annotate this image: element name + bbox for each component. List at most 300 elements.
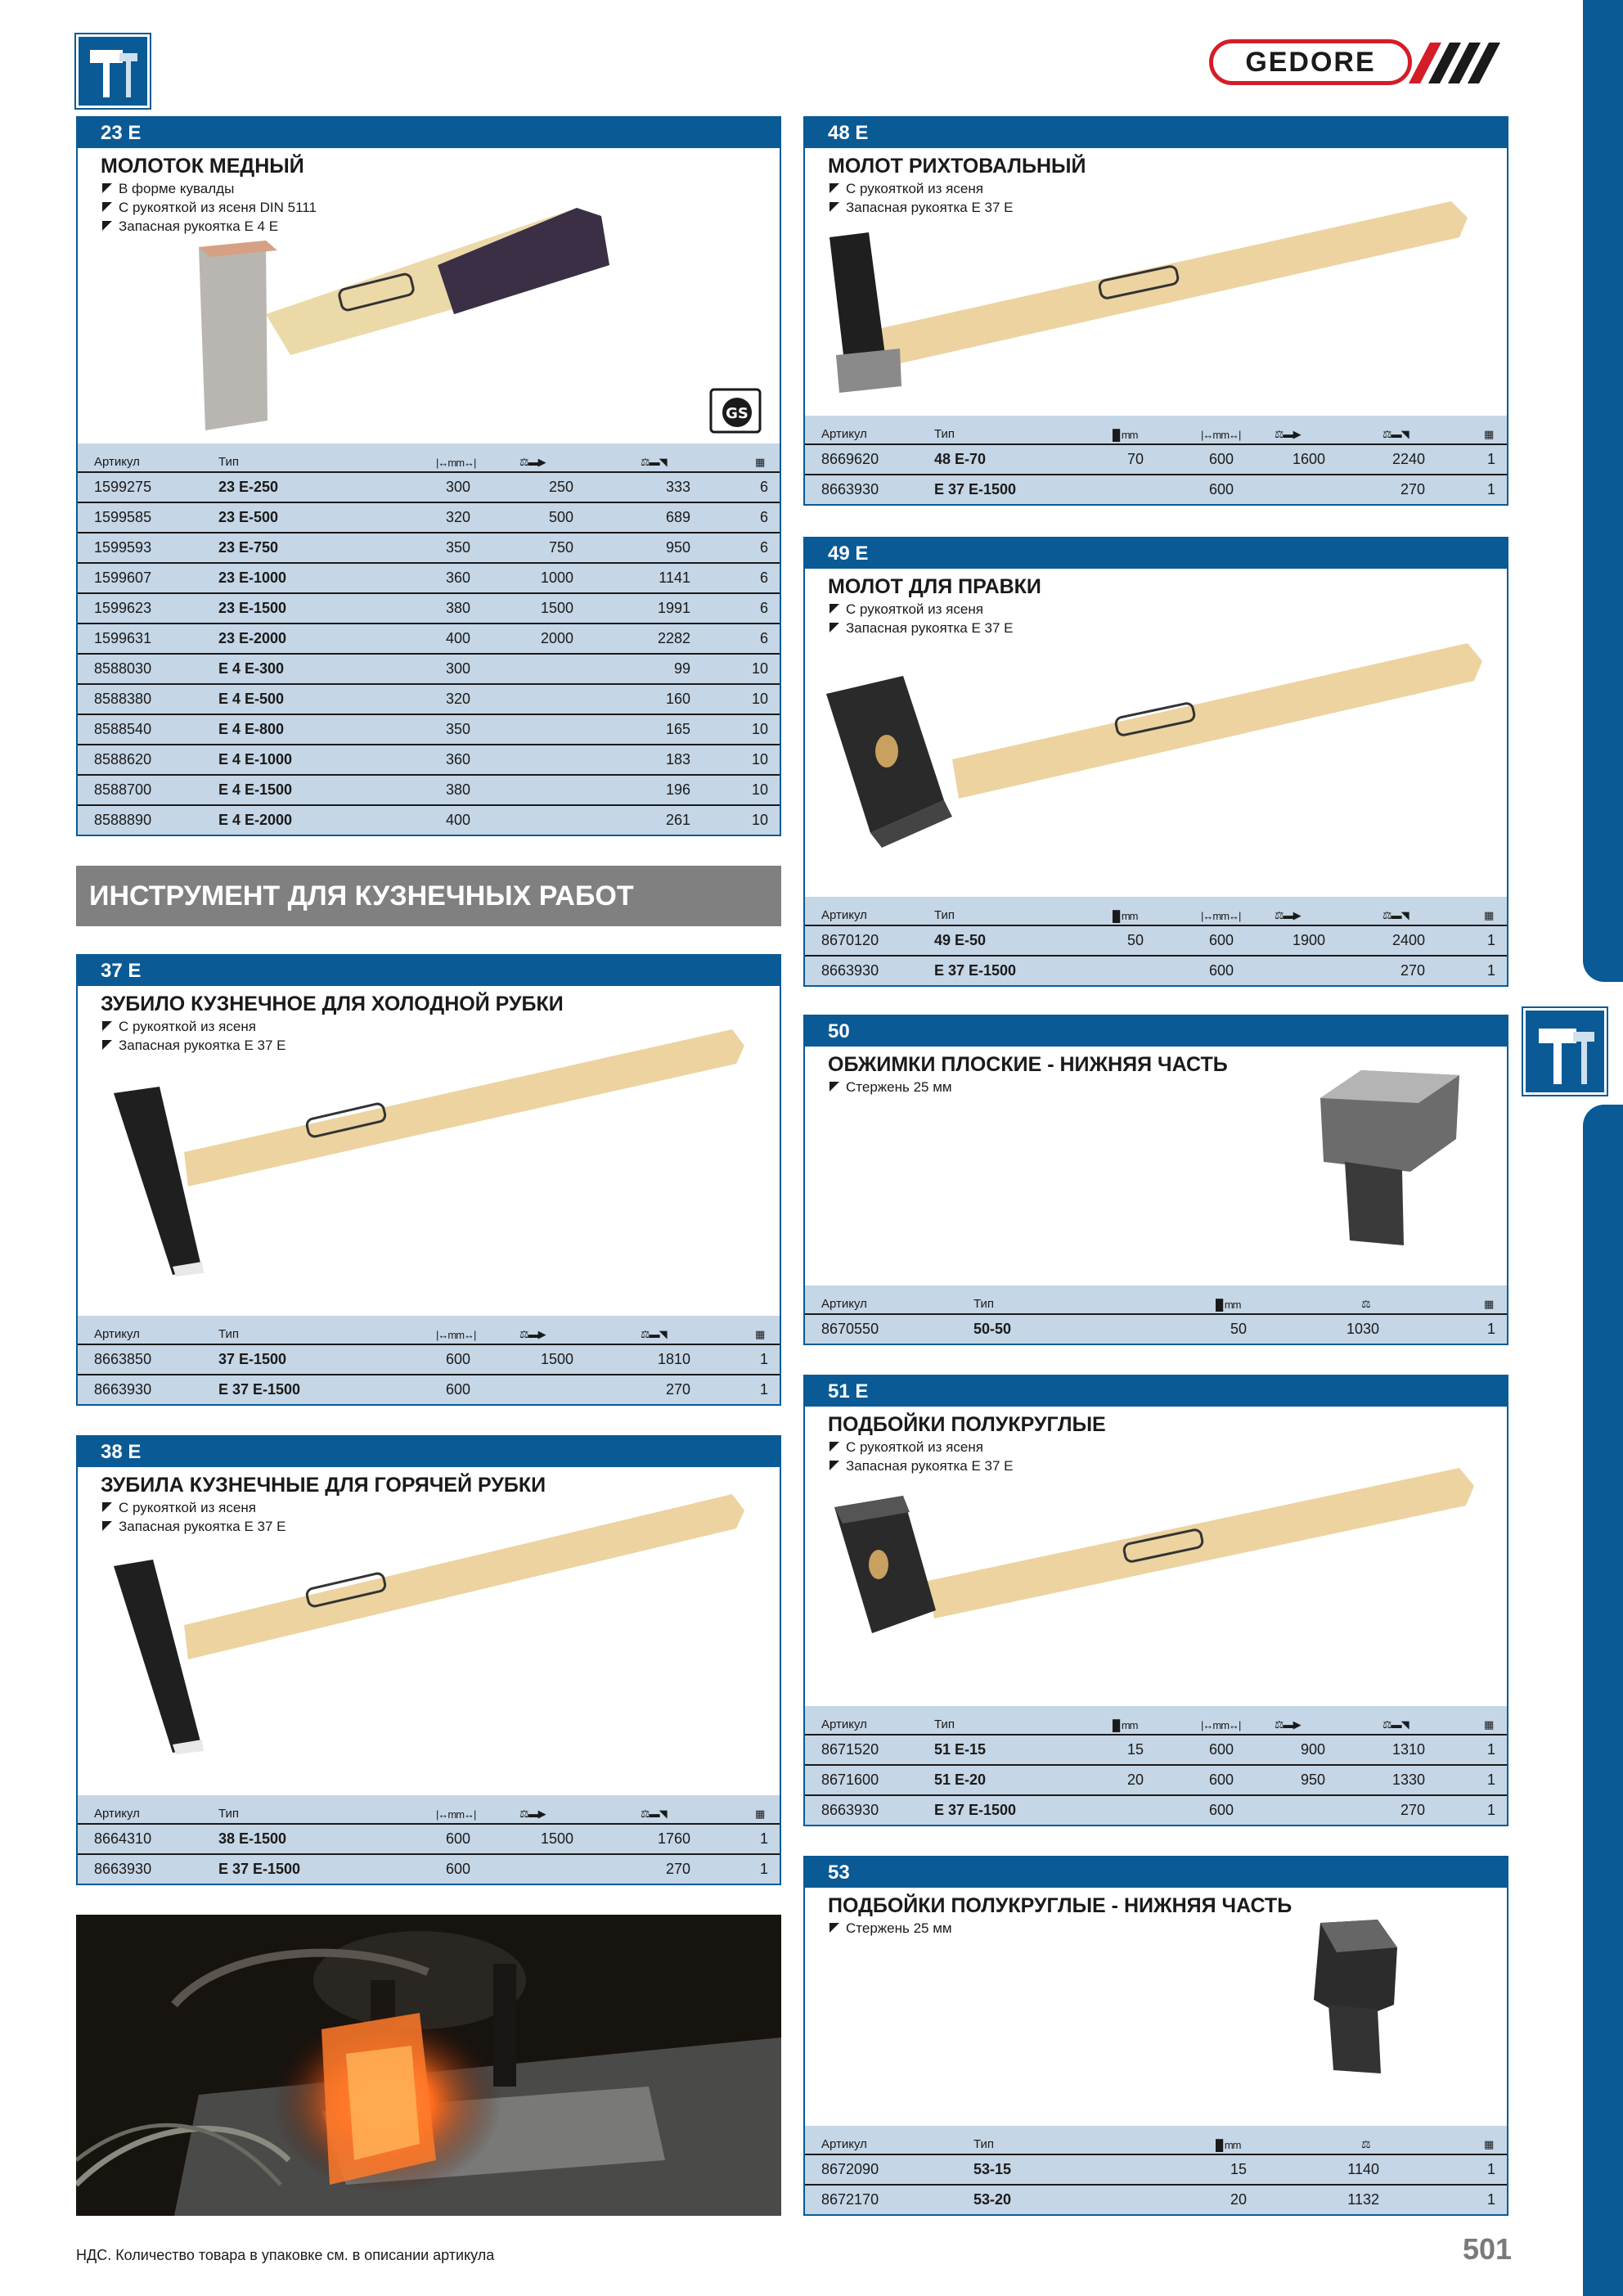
article-cell: 8663930 [94, 1861, 152, 1877]
col-type: Тип [218, 455, 240, 469]
value-cell: 1 [759, 1381, 768, 1398]
value-cell: 15 [1230, 2161, 1247, 2177]
face-size-icon: █ mm [1113, 1719, 1138, 1731]
value-cell: 20 [1126, 1772, 1144, 1788]
table-header [78, 443, 780, 473]
value-cell: 600 [445, 1861, 470, 1877]
setting-hammer-image [821, 628, 1484, 874]
type-cell: 23 E-1500 [218, 600, 287, 616]
feature-item: С рукояткой из ясеня [101, 1498, 286, 1517]
article-cell: 8663930 [821, 962, 879, 979]
value-cell: 6 [759, 569, 768, 586]
article-cell: 8670120 [821, 932, 879, 948]
panel-51e [803, 1375, 1508, 1826]
value-cell: 6 [759, 479, 768, 495]
total-weight-icon: ⚖▬◥ [1382, 428, 1409, 440]
value-cell: 900 [1300, 1741, 1325, 1758]
pack-qty-icon: ▦ [1484, 1718, 1494, 1731]
article-cell: 1599607 [94, 569, 152, 586]
table-row [805, 445, 1507, 475]
col-type: Тип [934, 427, 955, 441]
value-cell: 600 [445, 1351, 470, 1367]
table-body [78, 1825, 780, 1884]
face-size-icon: █ mm [1113, 429, 1138, 441]
table-row [805, 1736, 1507, 1766]
value-cell: 600 [1208, 451, 1234, 467]
product-title: ОБЖИМКИ ПЛОСКИЕ - НИЖНЯЯ ЧАСТЬ [828, 1053, 1228, 1076]
spec-table [78, 443, 780, 835]
value-cell: 2000 [540, 630, 573, 646]
col-article: Артикул [821, 2137, 867, 2151]
length-icon: |↔mm↔| [1201, 910, 1241, 922]
value-cell: 261 [665, 812, 690, 828]
value-cell: 6 [759, 539, 768, 556]
panel-49e [803, 537, 1508, 987]
product-title: МОЛОТ РИХТОВАЛЬНЫЙ [828, 155, 1086, 178]
table-header [805, 416, 1507, 445]
article-cell: 8588030 [94, 660, 152, 677]
value-cell: 10 [751, 691, 768, 707]
table-row [805, 926, 1507, 957]
value-cell: 270 [1400, 481, 1425, 497]
value-cell: 1500 [540, 1830, 573, 1847]
col-type: Тип [934, 908, 955, 922]
pack-qty-icon: ▦ [1484, 909, 1494, 921]
product-title: ЗУБИЛА КУЗНЕЧНЫЕ ДЛЯ ГОРЯЧЕЙ РУБКИ [101, 1474, 546, 1497]
col-article: Артикул [821, 908, 867, 922]
table-row [805, 2155, 1507, 2186]
type-cell: 23 E-750 [218, 539, 279, 556]
straightening-hammer-image [821, 191, 1476, 412]
panel-code: 51 E [805, 1376, 1507, 1407]
col-article: Артикул [821, 1297, 867, 1311]
feature-item: Запасная рукоятка E 37 E [828, 1456, 1014, 1475]
type-cell: E 4 E-1500 [218, 781, 293, 798]
page-number: 501 [1463, 2232, 1513, 2266]
spec-table [78, 1795, 780, 1884]
table-row [78, 473, 780, 503]
article-cell: 8670550 [821, 1321, 879, 1337]
type-cell: 50-50 [973, 1321, 1012, 1337]
article-cell: 8663930 [821, 1802, 879, 1818]
value-cell: 270 [665, 1381, 690, 1398]
value-cell: 750 [548, 539, 573, 556]
col-type: Тип [934, 1717, 955, 1731]
value-cell: 1600 [1292, 451, 1325, 467]
col-article: Артикул [821, 427, 867, 441]
type-cell: E 37 E-1500 [934, 962, 1017, 979]
cold-chisel-image [110, 1013, 765, 1283]
length-icon: |↔mm↔| [436, 457, 476, 469]
value-cell: 20 [1230, 2191, 1247, 2208]
type-cell: 48 E-70 [934, 451, 987, 467]
value-cell: 1000 [540, 569, 573, 586]
pack-qty-icon: ▦ [755, 456, 765, 468]
value-cell: 1132 [1347, 2191, 1379, 2208]
table-row [78, 1825, 780, 1855]
table-body [78, 473, 780, 835]
value-cell: 165 [665, 721, 690, 737]
copper-hammer-image [192, 191, 683, 461]
head-weight-icon: ⚖▬▶ [1275, 909, 1301, 921]
col-article: Артикул [94, 455, 140, 469]
value-cell: 50 [1230, 1321, 1247, 1337]
feature-list [828, 1078, 952, 1096]
panel-53 [803, 1856, 1508, 2216]
table-row [78, 715, 780, 745]
value-cell: 2400 [1391, 932, 1425, 948]
total-weight-icon: ⚖▬◥ [641, 1808, 667, 1820]
feature-item: Запасная рукоятка E 37 E [828, 619, 1014, 637]
head-weight-icon: ⚖▬▶ [519, 456, 546, 468]
spec-table [805, 1285, 1507, 1344]
table-body [805, 1736, 1507, 1825]
type-cell: 53-15 [973, 2161, 1012, 2177]
spec-table [805, 2126, 1507, 2214]
feature-item: С рукояткой из ясеня DIN 5111 [101, 198, 317, 217]
value-cell: 950 [665, 539, 690, 556]
section-banner: ИНСТРУМЕНТ ДЛЯ КУЗНЕЧНЫХ РАБОТ [76, 866, 781, 926]
table-header [78, 1795, 780, 1825]
panel-code: 38 E [78, 1437, 780, 1467]
spec-table [78, 1316, 780, 1404]
value-cell: 320 [445, 509, 470, 525]
value-cell: 6 [759, 600, 768, 616]
type-cell: 51 E-15 [934, 1741, 987, 1758]
value-cell: 1 [759, 1861, 768, 1877]
value-cell: 950 [1300, 1772, 1325, 1788]
feature-item: Запасная рукоятка E 37 E [101, 1036, 286, 1055]
hot-chisel-image [110, 1478, 765, 1764]
article-cell: 1599593 [94, 539, 152, 556]
value-cell: 15 [1126, 1741, 1144, 1758]
feature-list [828, 1919, 952, 1938]
product-title: МОЛОТ ДЛЯ ПРАВКИ [828, 575, 1041, 598]
value-cell: 600 [445, 1830, 470, 1847]
svg-text:GS: GS [726, 405, 749, 422]
pack-qty-icon: ▦ [755, 1328, 765, 1340]
col-type: Тип [218, 1807, 240, 1821]
col-type: Тип [218, 1327, 240, 1341]
value-cell: 6 [759, 630, 768, 646]
product-title: МОЛОТОК МЕДНЫЙ [101, 155, 304, 178]
feature-item: С рукояткой из ясеня [828, 600, 1014, 619]
table-header [805, 1285, 1507, 1315]
type-cell: E 4 E-2000 [218, 812, 293, 828]
value-cell: 600 [445, 1381, 470, 1398]
table-body [805, 445, 1507, 504]
table-row [805, 1766, 1507, 1796]
value-cell: 500 [548, 509, 573, 525]
value-cell: 1 [1486, 1772, 1495, 1788]
value-cell: 1141 [659, 569, 690, 586]
table-row [78, 655, 780, 685]
type-cell: 23 E-2000 [218, 630, 287, 646]
footer-note: НДС. Количество товара в упаковке см. в описании артикула [76, 2247, 495, 2263]
value-cell: 1310 [1391, 1741, 1425, 1758]
spec-table [805, 416, 1507, 504]
value-cell: 360 [445, 751, 470, 768]
value-cell: 360 [445, 569, 470, 586]
value-cell: 600 [1208, 1741, 1234, 1758]
article-cell: 8588620 [94, 751, 152, 768]
value-cell: 380 [445, 781, 470, 798]
type-cell: 37 E-1500 [218, 1351, 287, 1367]
type-cell: 23 E-500 [218, 509, 279, 525]
value-cell: 600 [1208, 1802, 1234, 1818]
value-cell: 250 [548, 479, 573, 495]
article-cell: 1599275 [94, 479, 152, 495]
col-article: Артикул [94, 1807, 140, 1821]
value-cell: 600 [1208, 481, 1234, 497]
value-cell: 70 [1126, 451, 1144, 467]
table-row [78, 776, 780, 806]
type-cell: E 37 E-1500 [218, 1381, 301, 1398]
length-icon: |↔mm↔| [436, 1808, 476, 1821]
feature-item: Стержень 25 мм [828, 1919, 952, 1938]
article-cell: 8588380 [94, 691, 152, 707]
article-cell: 8669620 [821, 451, 879, 467]
value-cell: 380 [445, 600, 470, 616]
value-cell: 270 [1400, 962, 1425, 979]
panel-37e [76, 954, 781, 1406]
total-weight-icon: ⚖▬◥ [641, 1328, 667, 1340]
pack-qty-icon: ▦ [755, 1808, 765, 1820]
type-cell: E 4 E-300 [218, 660, 285, 677]
feature-item: С рукояткой из ясеня [828, 1438, 1014, 1456]
logo-stripes-icon [1409, 41, 1504, 85]
type-cell: E 37 E-1500 [218, 1861, 301, 1877]
panel-code: 49 E [805, 538, 1507, 569]
table-row [78, 594, 780, 624]
table-row [805, 2186, 1507, 2214]
article-cell: 1599631 [94, 630, 152, 646]
table-body [805, 1315, 1507, 1344]
table-body [805, 926, 1507, 985]
panel-48e [803, 116, 1508, 506]
value-cell: 400 [445, 812, 470, 828]
type-cell: 53-20 [973, 2191, 1012, 2208]
value-cell: 1330 [1391, 1772, 1425, 1788]
table-row [78, 1345, 780, 1375]
value-cell: 2282 [657, 630, 690, 646]
feature-item: Запасная рукоятка E 37 E [828, 198, 1014, 217]
feature-item: Запасная рукоятка E 4 E [101, 217, 317, 236]
right-edge-bar-top [1583, 0, 1623, 982]
face-size-icon: █ mm [1113, 910, 1138, 922]
value-cell: 1991 [657, 600, 690, 616]
total-weight-icon: ⚖▬◥ [1382, 909, 1409, 921]
article-cell: 8588890 [94, 812, 152, 828]
pack-qty-icon: ▦ [1484, 428, 1494, 440]
table-row [805, 475, 1507, 504]
value-cell: 350 [445, 721, 470, 737]
certification-mark-icon [709, 388, 762, 434]
value-cell: 600 [1208, 932, 1234, 948]
value-cell: 320 [445, 691, 470, 707]
round-fuller-image [829, 1458, 1476, 1671]
value-cell: 1 [1486, 2191, 1495, 2208]
value-cell: 1 [1486, 962, 1495, 979]
value-cell: 1760 [657, 1830, 690, 1847]
length-icon: |↔mm↔| [1201, 429, 1241, 441]
value-cell: 1 [1486, 2161, 1495, 2177]
value-cell: 1 [759, 1830, 768, 1847]
table-row [78, 624, 780, 655]
hammer-tab-icon[interactable] [1523, 1008, 1607, 1095]
value-cell: 270 [1400, 1802, 1425, 1818]
value-cell: 1 [1486, 451, 1495, 467]
feature-item: С рукояткой из ясеня [828, 179, 1014, 198]
logo-wordmark: GEDORE [1209, 39, 1412, 85]
panel-23e [76, 116, 781, 836]
head-weight-icon: ⚖▬▶ [519, 1328, 546, 1340]
article-cell: 8671600 [821, 1772, 879, 1788]
table-header [805, 1706, 1507, 1736]
value-cell: 196 [665, 781, 690, 798]
panel-code: 48 E [805, 118, 1507, 148]
feature-item: С рукояткой из ясеня [101, 1017, 286, 1036]
pack-qty-icon: ▦ [1484, 1298, 1494, 1310]
value-cell: 1 [1486, 1802, 1495, 1818]
length-icon: |↔mm↔| [1201, 1719, 1241, 1731]
article-cell: 8664310 [94, 1830, 152, 1847]
value-cell: 270 [665, 1861, 690, 1877]
value-cell: 400 [445, 630, 470, 646]
value-cell: 10 [751, 751, 768, 768]
panel-code: 50 [805, 1016, 1507, 1047]
value-cell: 50 [1126, 932, 1144, 948]
value-cell: 99 [673, 660, 690, 677]
value-cell: 1500 [540, 600, 573, 616]
table-header [78, 1316, 780, 1345]
panel-38e [76, 1435, 781, 1885]
value-cell: 2240 [1391, 451, 1425, 467]
product-title: ПОДБОЙКИ ПОЛУКРУГЛЫЕ - НИЖНЯЯ ЧАСТЬ [828, 1894, 1293, 1917]
spec-table [805, 1706, 1507, 1825]
table-row [805, 957, 1507, 985]
table-row [78, 806, 780, 835]
article-cell: 8671520 [821, 1741, 879, 1758]
table-row [78, 564, 780, 594]
table-header [805, 897, 1507, 926]
value-cell: 350 [445, 539, 470, 556]
table-body [78, 1345, 780, 1404]
type-cell: E 37 E-1500 [934, 1802, 1017, 1818]
forge-photo [76, 1915, 781, 2216]
product-title: ЗУБИЛО КУЗНЕЧНОЕ ДЛЯ ХОЛОДНОЙ РУБКИ [101, 993, 564, 1015]
total-weight-icon: ⚖▬◥ [641, 456, 667, 468]
value-cell: 1 [1486, 1321, 1495, 1337]
flat-swage-image [1312, 1065, 1476, 1262]
value-cell: 1030 [1346, 1321, 1379, 1337]
panel-code: 23 E [78, 118, 780, 148]
weight-icon: ⚖ [1361, 1298, 1370, 1310]
value-cell: 1 [759, 1351, 768, 1367]
bottom-fuller-image [1296, 1915, 1427, 2087]
value-cell: 6 [759, 509, 768, 525]
head-weight-icon: ⚖▬▶ [1275, 428, 1301, 440]
face-size-icon: █ mm [1216, 1299, 1241, 1311]
table-row [78, 503, 780, 533]
type-cell: 38 E-1500 [218, 1830, 287, 1847]
col-article: Артикул [94, 1327, 140, 1341]
col-type: Тип [973, 2137, 995, 2151]
article-cell: 8663930 [821, 481, 879, 497]
value-cell: 600 [1208, 1772, 1234, 1788]
article-cell: 8663930 [94, 1381, 152, 1398]
length-icon: |↔mm↔| [436, 1329, 476, 1341]
value-cell: 333 [665, 479, 690, 495]
type-cell: E 4 E-1000 [218, 751, 293, 768]
article-cell: 1599585 [94, 509, 152, 525]
face-size-icon: █ mm [1216, 2139, 1241, 2151]
spec-table [805, 897, 1507, 985]
type-cell: E 4 E-500 [218, 691, 285, 707]
article-cell: 8672090 [821, 2161, 879, 2177]
value-cell: 1500 [540, 1351, 573, 1367]
table-row [78, 685, 780, 715]
value-cell: 1 [1486, 932, 1495, 948]
type-cell: 23 E-1000 [218, 569, 287, 586]
type-cell: E 4 E-800 [218, 721, 285, 737]
article-cell: 1599623 [94, 600, 152, 616]
value-cell: 600 [1208, 962, 1234, 979]
value-cell: 10 [751, 660, 768, 677]
value-cell: 10 [751, 781, 768, 798]
table-row [805, 1315, 1507, 1344]
col-article: Артикул [821, 1717, 867, 1731]
table-row [78, 533, 780, 564]
table-row [78, 1375, 780, 1404]
value-cell: 300 [445, 479, 470, 495]
value-cell: 10 [751, 721, 768, 737]
article-cell: 8588700 [94, 781, 152, 798]
panel-code: 53 [805, 1857, 1507, 1888]
table-body [805, 2155, 1507, 2214]
value-cell: 160 [665, 691, 690, 707]
head-weight-icon: ⚖▬▶ [519, 1808, 546, 1820]
value-cell: 1 [1486, 481, 1495, 497]
table-row [805, 1796, 1507, 1825]
type-cell: E 37 E-1500 [934, 481, 1017, 497]
panel-50 [803, 1015, 1508, 1345]
hammer-category-icon [76, 34, 150, 108]
total-weight-icon: ⚖▬◥ [1382, 1718, 1409, 1731]
panel-code: 37 E [78, 956, 780, 986]
value-cell: 1140 [1347, 2161, 1379, 2177]
col-type: Тип [973, 1297, 995, 1311]
table-header [805, 2126, 1507, 2155]
value-cell: 10 [751, 812, 768, 828]
article-cell: 8672170 [821, 2191, 879, 2208]
type-cell: 51 E-20 [934, 1772, 987, 1788]
feature-item: В форме кувалды [101, 179, 317, 198]
gedore-logo [1209, 39, 1504, 87]
article-cell: 8663850 [94, 1351, 152, 1367]
value-cell: 300 [445, 660, 470, 677]
type-cell: 49 E-50 [934, 932, 987, 948]
value-cell: 689 [665, 509, 690, 525]
feature-item: Запасная рукоятка E 37 E [101, 1517, 286, 1536]
value-cell: 1900 [1292, 932, 1325, 948]
table-row [78, 1855, 780, 1884]
product-title: ПОДБОЙКИ ПОЛУКРУГЛЫЕ [828, 1413, 1106, 1436]
table-row [78, 745, 780, 776]
value-cell: 1 [1486, 1741, 1495, 1758]
feature-item: Стержень 25 мм [828, 1078, 952, 1096]
right-edge-bar-bottom [1583, 1105, 1623, 2296]
